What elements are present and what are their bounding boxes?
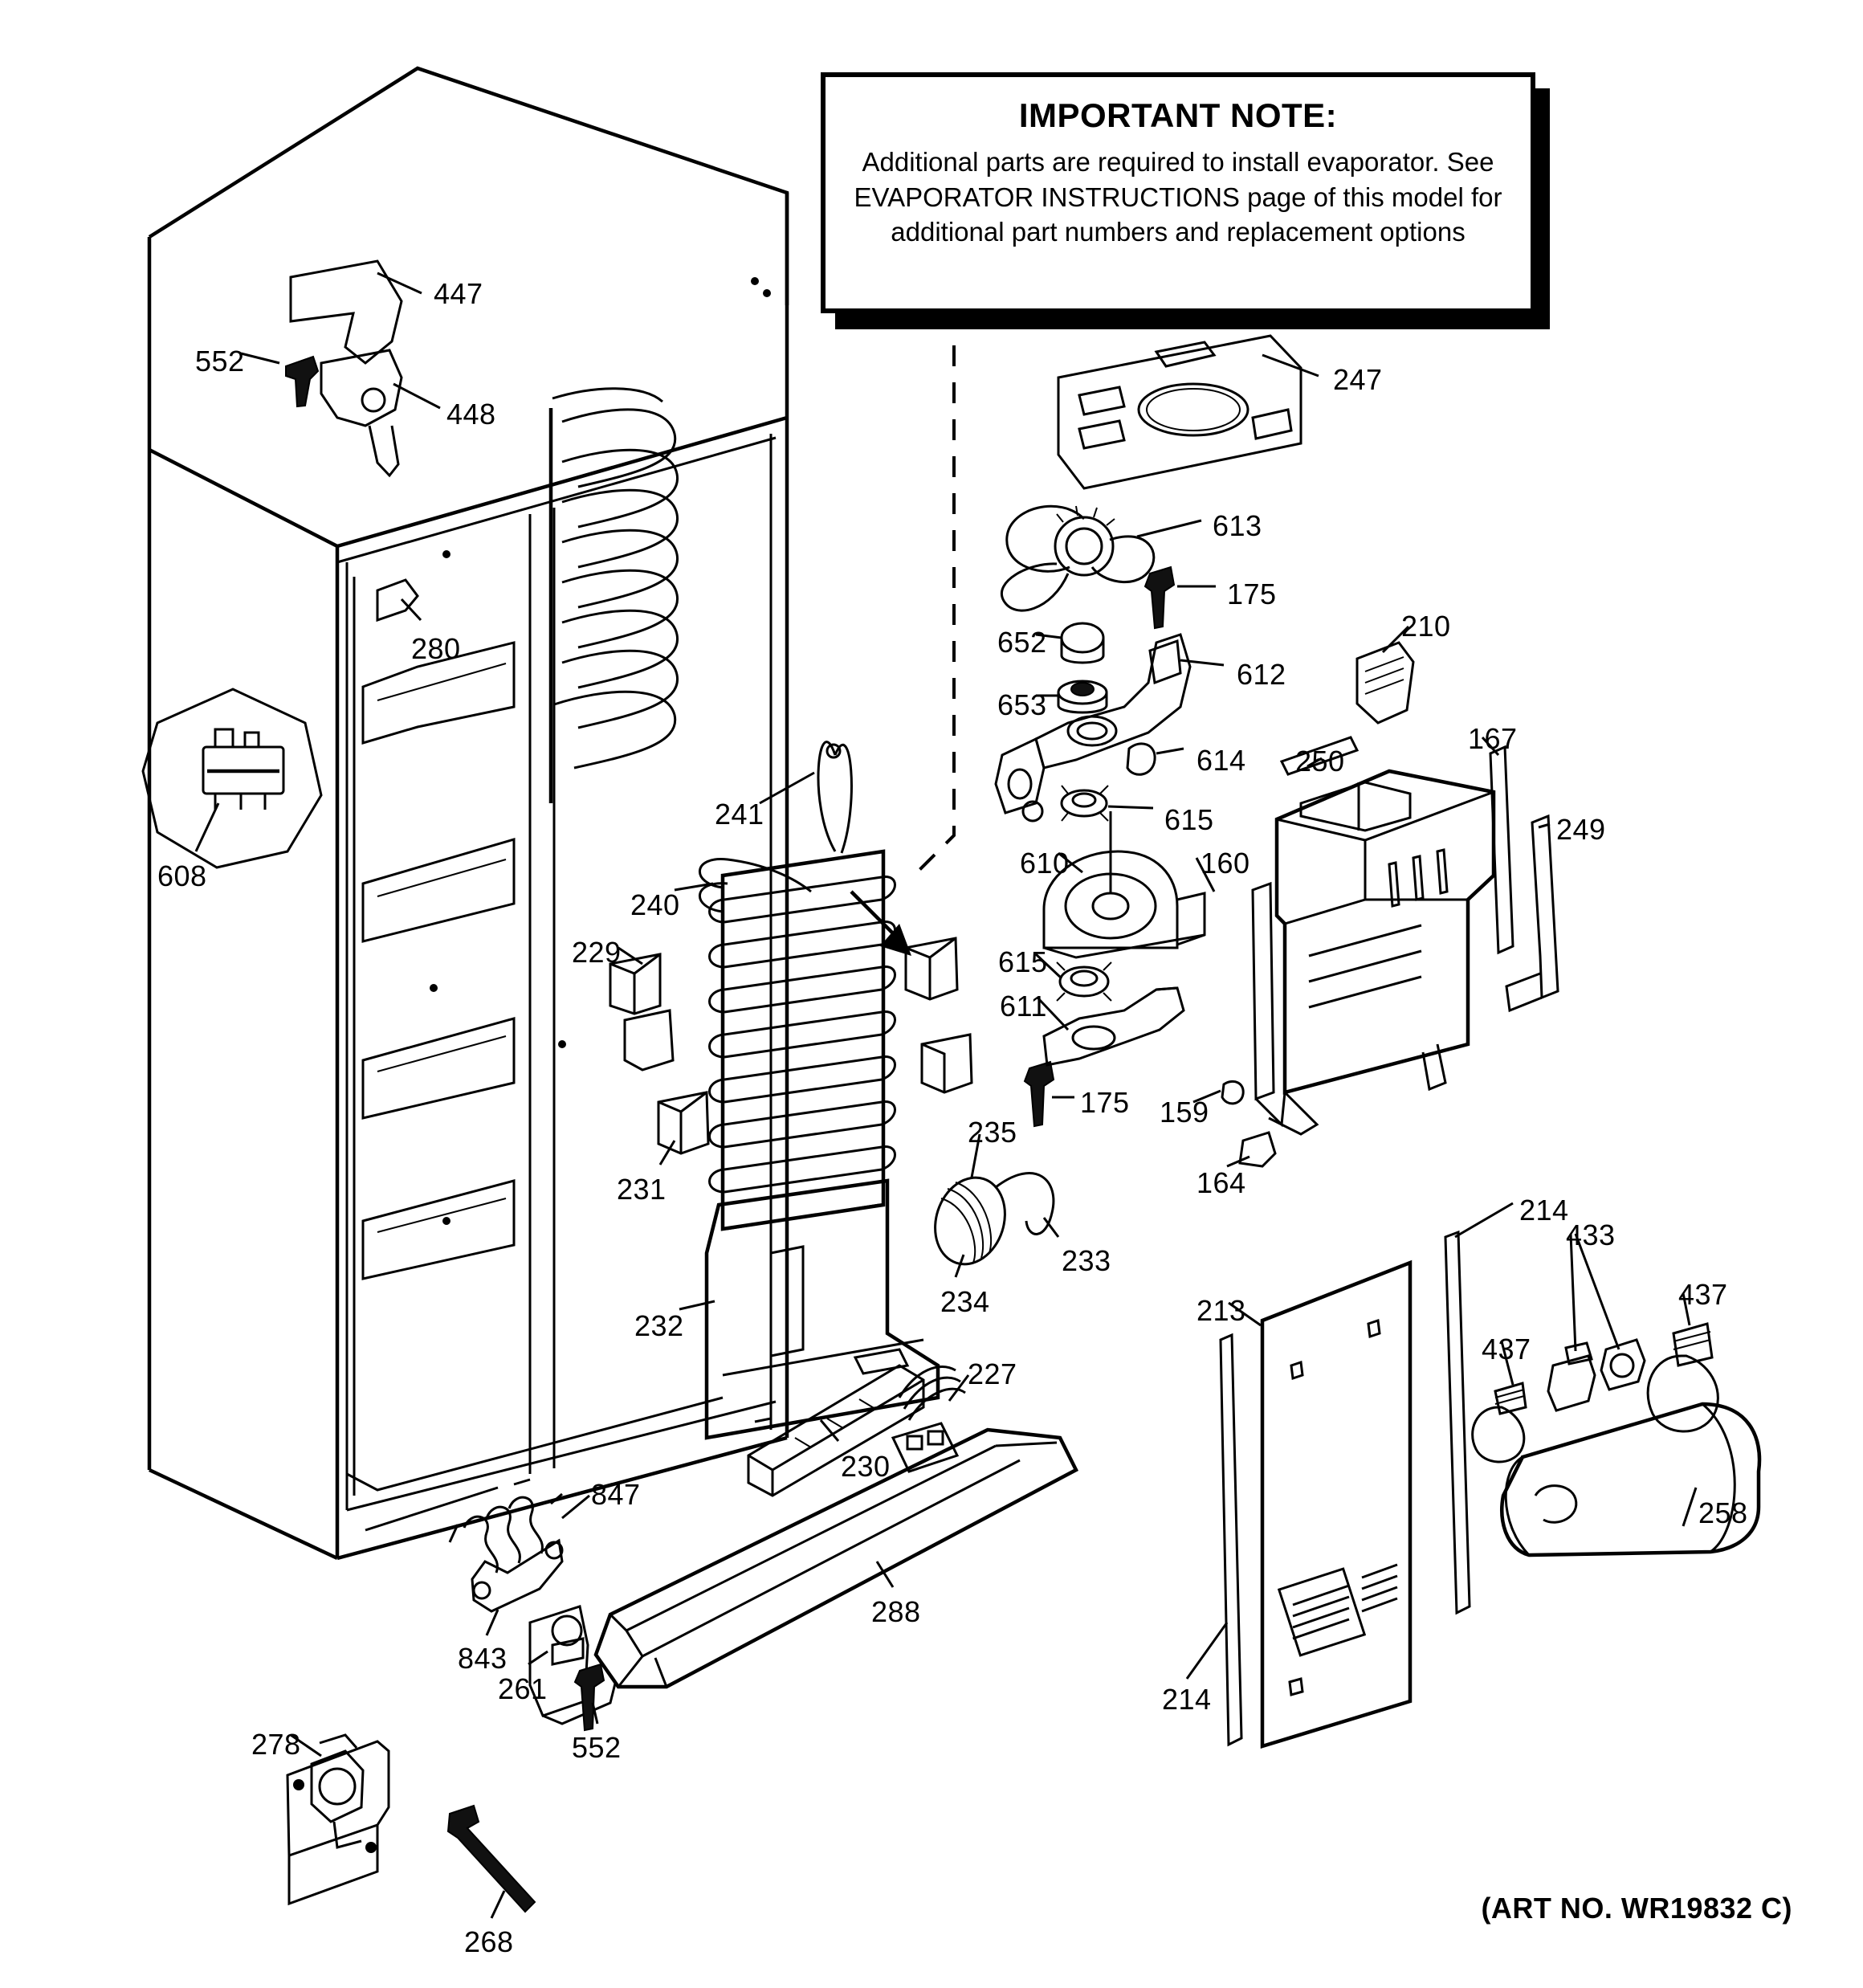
part-evaporator-assembly (699, 742, 938, 1438)
part-213-214-panel (1221, 1232, 1470, 1746)
callout-611: 611 (1000, 990, 1047, 1023)
callout-227: 227 (968, 1357, 1017, 1390)
part-cover-group (1253, 643, 1558, 1134)
callout-175-lower: 175 (1080, 1086, 1130, 1119)
callout-653: 653 (997, 688, 1047, 721)
callout-288: 288 (871, 1595, 921, 1628)
callout-608: 608 (157, 859, 207, 892)
part-278-assembly (287, 1735, 535, 1912)
divider-dashed-line (915, 345, 954, 874)
callout-552-top: 552 (195, 345, 245, 378)
callout-241: 241 (715, 798, 764, 831)
part-175-screw-upper (1145, 567, 1174, 628)
part-175-screw-center (1025, 1062, 1054, 1126)
callout-159: 159 (1160, 1096, 1209, 1129)
callout-615-lower: 615 (998, 945, 1048, 978)
callout-552-bottom: 552 (572, 1731, 622, 1764)
callout-234: 234 (940, 1285, 990, 1318)
callout-240: 240 (630, 888, 680, 921)
callout-448: 448 (446, 398, 496, 431)
part-615-lower (1057, 962, 1111, 1001)
leader-lines (196, 273, 1696, 1918)
part-hinge-group (286, 261, 402, 476)
art-number-label: (ART NO. WR19832 C) (1481, 1892, 1792, 1925)
callout-268: 268 (464, 1925, 514, 1958)
callout-437-right: 437 (1678, 1278, 1728, 1311)
callout-214-bottom: 214 (1162, 1683, 1212, 1716)
part-613-fan (1001, 506, 1153, 610)
callout-235: 235 (968, 1116, 1017, 1149)
callout-433: 433 (1566, 1219, 1616, 1251)
callout-610: 610 (1020, 847, 1070, 880)
part-652-653 (1058, 623, 1107, 712)
callout-233: 233 (1062, 1244, 1111, 1277)
callout-167: 167 (1468, 722, 1518, 755)
callout-847: 847 (591, 1478, 641, 1511)
note-heading: IMPORTANT NOTE: (1018, 96, 1338, 134)
callout-614: 614 (1196, 744, 1246, 777)
callout-229: 229 (572, 936, 622, 969)
callout-230: 230 (841, 1450, 891, 1483)
part-235-coil (924, 1169, 1054, 1274)
part-843-link (472, 1541, 562, 1611)
callout-210: 210 (1401, 610, 1451, 643)
callout-175-top: 175 (1227, 578, 1277, 610)
callout-652: 652 (997, 626, 1047, 659)
callout-231: 231 (617, 1173, 667, 1206)
callout-613: 613 (1213, 509, 1262, 542)
part-261-roller (530, 1606, 615, 1730)
callout-261: 261 (498, 1672, 548, 1705)
callout-280: 280 (411, 632, 461, 665)
callout-213: 213 (1196, 1294, 1246, 1327)
cabinet-evaporator-coils (551, 389, 678, 803)
callout-447: 447 (434, 277, 483, 310)
callout-258: 258 (1698, 1496, 1748, 1529)
part-clips (610, 938, 972, 1153)
callout-232: 232 (634, 1309, 684, 1342)
callout-164: 164 (1196, 1166, 1246, 1199)
part-608-detail (143, 689, 321, 867)
callout-843: 843 (458, 1642, 508, 1675)
callout-615-upper: 615 (1164, 803, 1214, 836)
callout-249: 249 (1556, 813, 1606, 846)
important-note-box (821, 72, 1535, 313)
part-847-spring (450, 1494, 562, 1573)
callout-612: 612 (1237, 658, 1286, 691)
callout-160: 160 (1201, 847, 1250, 880)
part-247-cover (1058, 336, 1301, 488)
part-230-rail (748, 1365, 923, 1496)
note-body: Additional parts are required to install evaporator. See EVAPORATOR INSTRUCTIONS page of this model for additional part numbers and replacement options (854, 147, 1502, 247)
callout-250: 250 (1295, 745, 1345, 778)
callout-437-left: 437 (1482, 1333, 1531, 1365)
callout-247: 247 (1333, 363, 1383, 396)
callout-214-top: 214 (1519, 1194, 1569, 1227)
callout-278: 278 (251, 1728, 301, 1761)
